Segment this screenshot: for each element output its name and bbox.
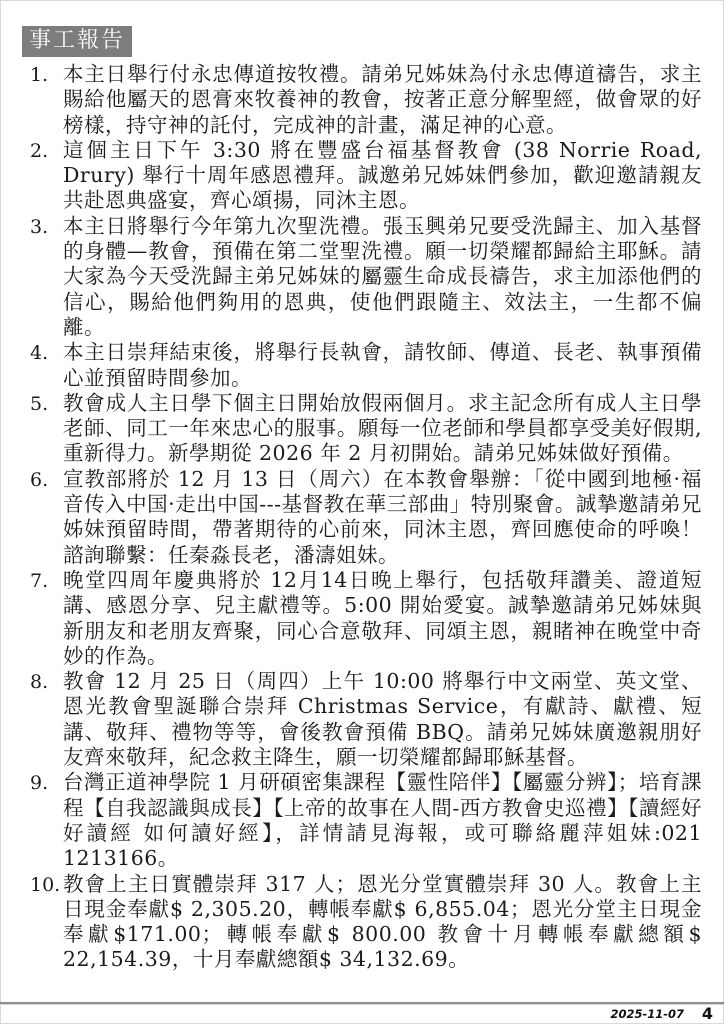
list-item (30, 391, 702, 467)
list-item (30, 340, 702, 391)
item-number: 5. (30, 392, 49, 415)
report-list (30, 62, 702, 973)
item-number: 3. (30, 215, 49, 238)
item-number: 7. (30, 569, 49, 592)
item-text: 晚堂四周年慶典將於 12月14日晚上舉行，包括敬拜讚美、證道短講、感恩分享、兒主獻禮等。5:00 開始愛宴。誠摯邀請弟兄姊妹與新朋友和老朋友齊聚，同心合意敬拜、同頌主恩，親睹神在晚堂中奇妙的作為。 (63, 567, 702, 668)
item-text: 教會上主日實體崇拜 317 人；恩光分堂實體崇拜 30 人。教會上主日現金奉獻$ 2,305.20，轉帳奉獻$ 6,855.04；恩光分堂主日現金奉獻$171.00；轉帳奉獻$ 800.00 教會十月轉帳奉獻總額$ 22,154.39，十月奉獻總額$ 34,132.69。 (63, 871, 702, 972)
item-number: 8. (30, 671, 49, 694)
item-text: 台灣正道神學院 1 月研碩密集課程【靈性陪伴】【屬靈分辨】；培育課程【自我認識與成長】【上帝的故事在人間-西方教會史巡禮】【讀經好 好讀經 如何讀好經】，詳情請見海報，或可聯絡麗萍姐妹:021 1213166。 (63, 770, 702, 871)
list-item (30, 138, 702, 214)
list-item (30, 214, 702, 340)
item-text: 本主日舉行付永忠傳道按牧禮。請弟兄姊妹為付永忠傳道禱告，求主賜給他屬天的恩膏來牧養神的教會，按著正意分解聖經，做會眾的好榜樣，持守神的託付，完成神的計畫，滿足神的心意。 (63, 62, 702, 137)
item-text: 這個主日下午 3:30 將在豐盛台福基督教會 (38 Norrie Road, Drury) 舉行十周年感恩禮拜。誠邀弟兄姊妹們參加，歡迎邀請親友共赴恩典盛宴，齊心頌揚，同沐主恩。 (63, 137, 702, 213)
list-item (30, 62, 702, 138)
item-text: 本主日將舉行今年第九次聖洗禮。張玉興弟兄要受洗歸主、加入基督的身體—教會，預備在第二堂聖洗禮。願一切榮耀都歸給主耶穌。請大家為今天受洗歸主弟兄姊妹的屬靈生命成長禱告，求主加添他們的信心，賜給他們夠用的恩典，使他們跟隨主、效法主，一生都不偏離。 (63, 213, 702, 339)
list-item (30, 568, 702, 669)
item-number: 1. (30, 64, 49, 86)
item-text: 教會成人主日學下個主日開始放假兩個月。求主記念所有成人主日學老師、同工一年來忠心的服事。願每一位老師和學員都享受美好假期,重新得力。新學期從 2026 年 2 月初開始。請弟兄姊妹做好預備。 (63, 390, 702, 466)
footer-divider (0, 1002, 724, 1005)
page-title: 事工報告 (22, 26, 132, 57)
item-text: 本主日崇拜結束後，將舉行長執會，請牧師、傳道、長老、執事預備心並預留時間參加。 (63, 340, 702, 390)
footer-page-number: 4 (701, 1004, 713, 1023)
item-number: 6. (30, 468, 49, 491)
item-number: 2. (30, 139, 49, 162)
footer-date: 2025-11-07 (610, 1007, 684, 1021)
item-number: 9. (30, 772, 49, 795)
item-text: 宣教部將於 12 月 13 日（周六）在本教會舉辦：「從中國到地極·福音传入中国·走出中国---基督教在華三部曲」特別聚會。誠摯邀請弟兄姊妹預留時間，帶著期待的心前來，同沐主恩，齊回應使命的呼喚！諮詢聯繫：任秦淼長老，潘濤姐妹。 (63, 466, 702, 567)
list-item (30, 669, 702, 770)
list-item (30, 770, 702, 871)
item-number: 10. (30, 873, 61, 896)
item-text: 教會 12 月 25 日（周四）上午 10:00 將舉行中文兩堂、英文堂、恩光教會聖誕聯合崇拜 Christmas Service，有獻詩、獻禮、短講、敬拜、禮物等等，會後教會預備 BBQ。請弟兄姊妹廣邀親朋好友齊來敬拜，紀念救主降生，願一切榮耀都歸耶穌基督。 (63, 669, 702, 770)
list-item (30, 872, 702, 973)
list-item (30, 467, 702, 568)
item-number: 4. (30, 342, 49, 365)
